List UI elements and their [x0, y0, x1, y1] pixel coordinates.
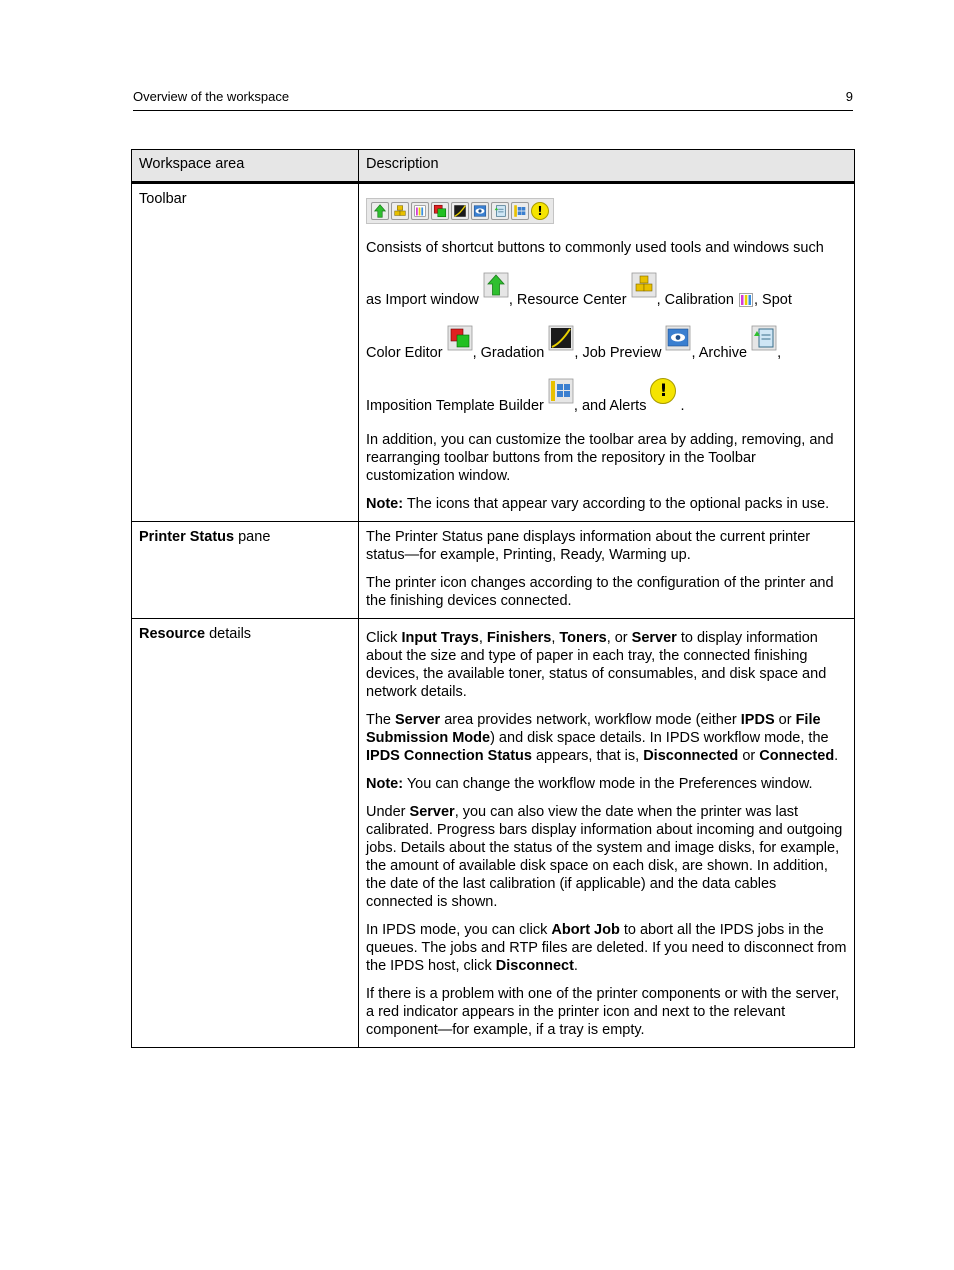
table-row-printer-status	[132, 522, 855, 619]
resource-text-2: The Server area provides network, workflow mode (either IPDS or File Submission Mode) and disk space details. In IPDS workflow mode, the IPDS Connection Status appears, that is, Disconnected or Connected.	[366, 712, 839, 764]
resource-text-4: Under Server, you can also view the date when the printer was last calibrated. Progress bars display information about incoming and outgoing jobs. Details about the status of the system and image disks, for example, the amount of available disk space on each disk, are shown. In addition, the date of the last calibration (if applicable) and the data cables connected is shown.	[366, 804, 843, 910]
toolbar-tools-line-1: as Import window , Resource Center , Calibration , Spot	[366, 272, 847, 313]
alerts-icon: !	[531, 202, 549, 220]
import-window-icon	[371, 202, 389, 220]
area-resource-details: Resource details	[132, 619, 359, 1048]
resource-note: Note: You can change the workflow mode in the Preferences window.	[366, 776, 813, 792]
toolbar-intro-line: Consists of shortcut buttons to commonly used tools and windows such	[366, 240, 824, 256]
column-header-area: Workspace area	[132, 150, 359, 183]
toolbar-icon-strip	[366, 198, 554, 224]
import-window-icon	[483, 272, 509, 298]
resource-text-6: If there is a problem with one of the printer components or with the server, a red indicator appears in the printer icon and next to the relevant component—for example, if a tray is empty.	[366, 986, 840, 1038]
imposition-template-builder-icon	[548, 378, 574, 404]
area-toolbar: Toolbar	[132, 183, 359, 522]
calibration-icon	[411, 202, 429, 220]
toolbar-tools-line-2: Color Editor , Gradation , Job Preview , Archive ,	[366, 325, 847, 366]
description-resource-details	[359, 619, 855, 1048]
description-toolbar	[359, 183, 855, 522]
workspace-table	[131, 149, 855, 1048]
archive-icon	[751, 325, 777, 351]
page-header	[133, 88, 853, 111]
gradation-icon	[451, 202, 469, 220]
page-number: 9	[845, 89, 853, 104]
toolbar-tools-line-3: Imposition Template Builder , and Alerts ! .	[366, 378, 847, 419]
archive-icon	[491, 202, 509, 220]
calibration-icon	[738, 292, 754, 308]
job-preview-icon	[471, 202, 489, 220]
printer-status-text-2: The printer icon changes according to the configuration of the printer and the finishing devices connected.	[366, 575, 834, 609]
description-printer-status	[359, 522, 855, 619]
spot-color-editor-icon	[447, 325, 473, 351]
table-header-row	[132, 150, 855, 183]
imposition-template-builder-icon	[511, 202, 529, 220]
gradation-icon	[548, 325, 574, 351]
toolbar-customize-text: In addition, you can customize the toolbar area by adding, removing, and rearranging toolbar buttons from the repository in the Toolbar customization window.	[366, 432, 834, 484]
page-header-title: Overview of the workspace	[133, 89, 290, 104]
resource-text-5: In IPDS mode, you can click Abort Job to abort all the IPDS jobs in the queues. The jobs and RTP files are deleted. If you need to disconnect from the IPDS host, click Disconnect.	[366, 922, 847, 974]
resource-text-1: Click Input Trays, Finishers, Toners, or Server to display information about the size and type of paper in each tray, the connected finishing devices, the available toner, status of consumables, and disk space and network details.	[366, 630, 827, 700]
alerts-icon: !	[650, 378, 676, 404]
area-printer-status: Printer Status pane	[132, 522, 359, 619]
resource-center-icon	[391, 202, 409, 220]
table-row-resource	[132, 619, 855, 1048]
resource-center-icon	[631, 272, 657, 298]
table-row-toolbar	[132, 183, 855, 522]
toolbar-note: Note: The icons that appear vary according to the optional packs in use.	[366, 496, 830, 512]
job-preview-icon	[665, 325, 691, 351]
printer-status-text-1: The Printer Status pane displays information about the current printer status—for example, Printing, Ready, Warming up.	[366, 529, 811, 563]
column-header-description: Description	[359, 150, 855, 183]
note-label: Note:	[366, 496, 404, 512]
spot-color-editor-icon	[431, 202, 449, 220]
